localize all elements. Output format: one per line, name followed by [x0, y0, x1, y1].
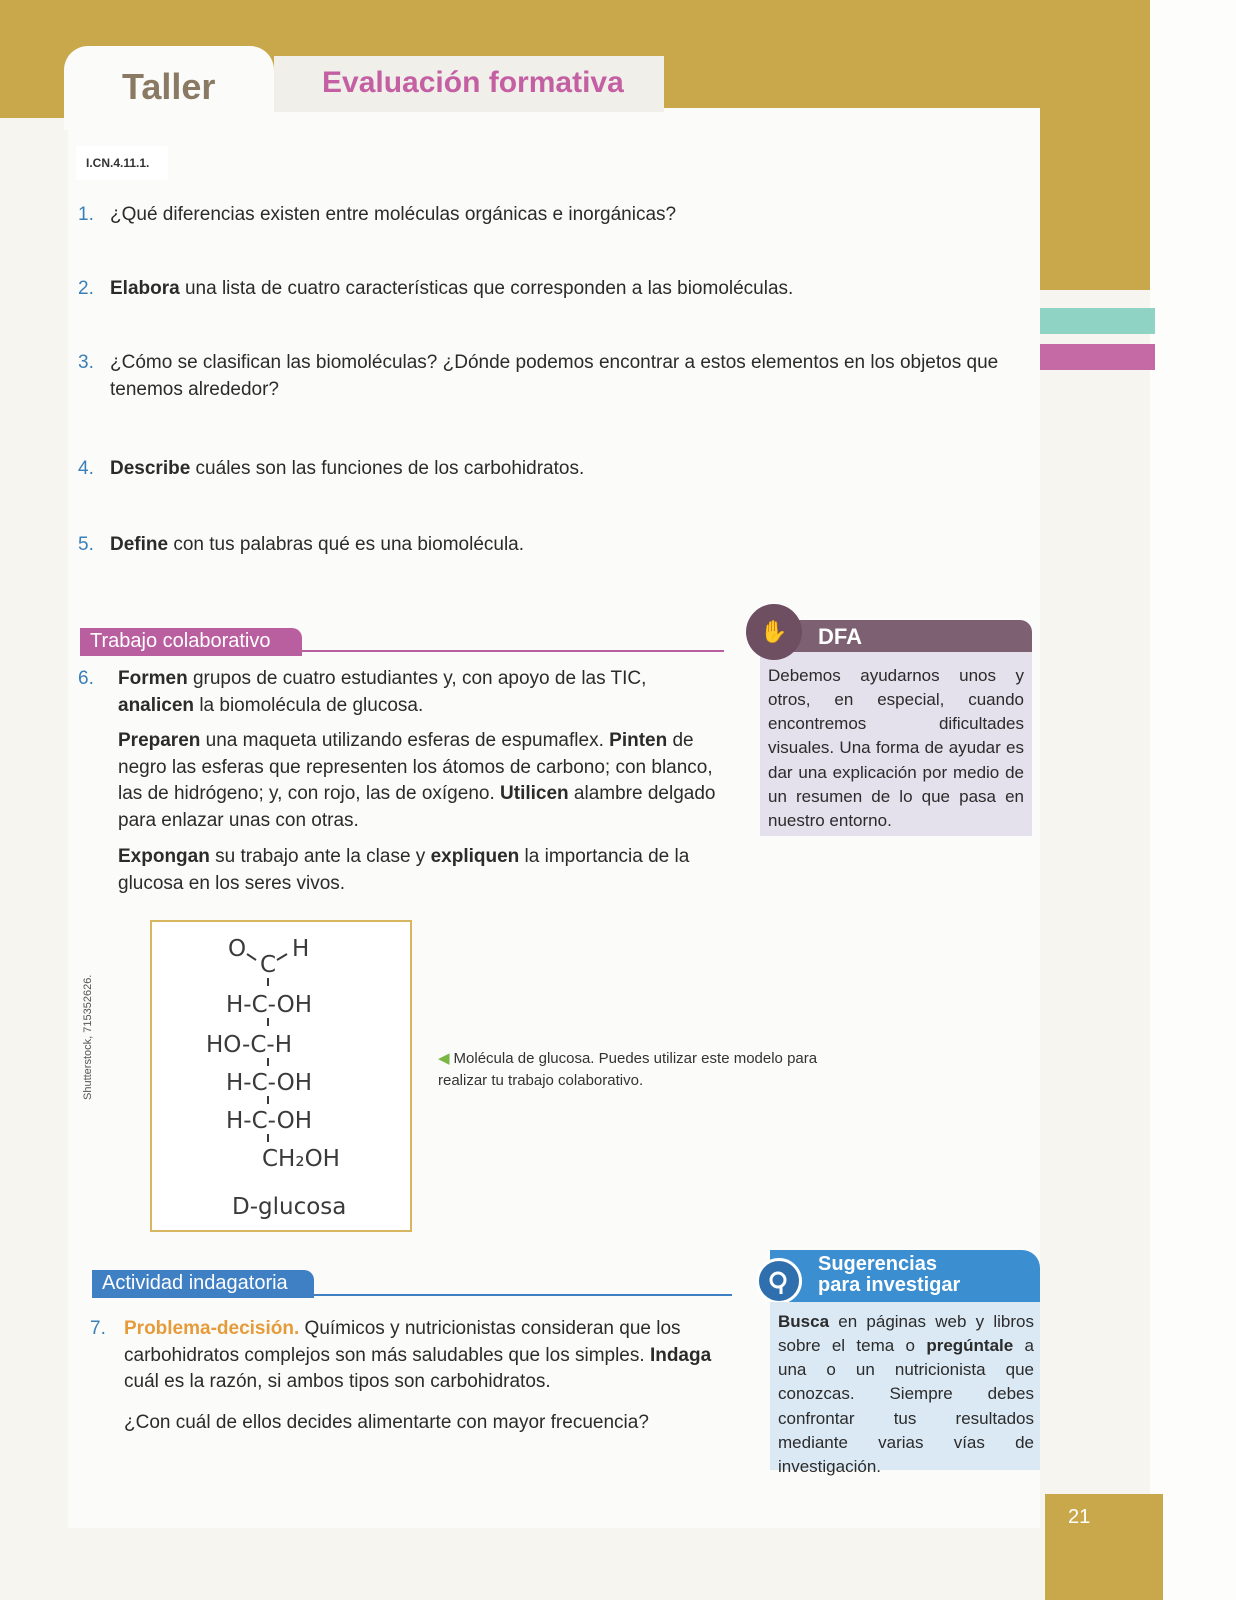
figure-caption — [438, 1048, 818, 1092]
problem-label: Problema-decisión. — [124, 1318, 300, 1339]
page-number-box — [1045, 1494, 1163, 1600]
indag-paragraph-2: ¿Con cuál de ellos decides alimentarte con mayor frecuencia? — [124, 1412, 649, 1433]
verb: Busca — [778, 1312, 830, 1331]
glucose-row-4: H-C-OH — [226, 1108, 312, 1134]
question-3 — [78, 350, 1018, 403]
caption-text: Molécula de glucosa. Puedes utilizar este modelo para realizar tu trabajo colaborativo. — [438, 1050, 818, 1089]
collab-paragraph-2 — [118, 728, 728, 834]
verb: pregúntale — [926, 1336, 1014, 1356]
question-number: 6. — [78, 668, 94, 689]
question-verb: Describe — [110, 458, 191, 479]
indag-section-label: Actividad indagatoria — [92, 1270, 314, 1298]
suggestions-title-line1: Sugerencias — [818, 1253, 937, 1275]
pink-tab-strip — [1040, 344, 1155, 370]
atom-h: H — [292, 936, 310, 962]
question-verb: Elabora — [110, 278, 180, 299]
question-verb: Define — [110, 534, 169, 555]
verb: Expongan — [118, 846, 210, 867]
question-number: 3. — [78, 352, 94, 373]
dfa-title: DFA — [818, 624, 862, 649]
verb: Formen — [118, 668, 188, 689]
collab-paragraph-3 — [118, 844, 728, 897]
question-text: con tus palabras qué es una biomolécula. — [168, 534, 525, 555]
page-title: Evaluación formativa — [322, 66, 624, 99]
question-number: 2. — [78, 278, 94, 299]
glucose-row-2: HO-C-H — [206, 1032, 292, 1058]
question-text: una lista de cuatro características que corresponden a las biomoléculas. — [179, 278, 794, 299]
text: alambre delgado para enlazar unas con otras. — [118, 783, 716, 831]
glucose-row-1: H-C-OH — [226, 992, 312, 1018]
text: en páginas web y libros sobre el tema o — [778, 1312, 1034, 1356]
question-number: 1. — [78, 204, 94, 225]
atom-o: O — [228, 936, 247, 962]
text: la biomolécula de glucosa. — [194, 694, 424, 716]
text: la importancia de la glucosa en los seres vivos. — [118, 846, 690, 894]
teal-tab-strip — [1040, 308, 1155, 334]
text: su trabajo ante la clase y — [209, 846, 431, 867]
suggestions-title — [818, 1254, 1018, 1296]
text: Químicos y nutricionistas consideran que los carbohidratos complejos son más saludables que los simples. — [124, 1318, 681, 1366]
question-2 — [78, 276, 793, 303]
magnifier-icon — [756, 1258, 802, 1304]
atom-c: C — [260, 952, 277, 978]
suggestions-title-line2: para investigar — [818, 1274, 961, 1296]
indag-paragraph-1 — [124, 1316, 734, 1396]
question-6-number — [78, 666, 110, 693]
question-number: 5. — [78, 534, 94, 555]
hands-icon: ✋ — [746, 604, 802, 660]
question-text: ¿Qué diferencias existen entre moléculas orgánicas e inorgánicas? — [110, 204, 677, 225]
collab-section-label: Trabajo colaborativo — [80, 628, 302, 656]
text: cuál es la razón, si ambos tipos son carbohidratos. — [124, 1371, 551, 1393]
glucose-structure — [152, 922, 410, 1230]
text: una maqueta utilizando esferas de espumaflex. — [200, 730, 610, 751]
question-text-continued: tenemos alrededor? — [110, 378, 279, 400]
caption-arrow-icon: ◀ — [438, 1050, 450, 1067]
taller-label: Taller — [122, 66, 216, 107]
verb: Utilicen — [500, 783, 569, 805]
text: grupos de cuatro estudiantes y, con apoyo de las TIC, — [187, 668, 647, 689]
dfa-text: Debemos ayudarnos unos y otros, en especial, cuando encontremos dificultades visuales. Una forma de ayudar es dar una explicación por medio de un resumen de lo que pasa en nuestro entorno. — [768, 666, 1024, 830]
question-1 — [78, 202, 676, 229]
right-gold-band — [1040, 0, 1150, 290]
suggestions-text — [778, 1310, 1034, 1479]
question-7-number — [90, 1316, 122, 1343]
indag-section-line — [312, 1294, 732, 1296]
page-number: 21 — [1068, 1506, 1091, 1528]
verb: Pinten — [609, 730, 668, 751]
text: a una o un nutricionista que conozcas. Siempre debes confrontar tus resultados mediante varias vías de investigación. — [778, 1336, 1034, 1476]
verb: Preparen — [118, 730, 201, 751]
glucose-figure — [150, 920, 412, 1232]
glucose-bottom: CH₂OH — [262, 1146, 340, 1172]
question-4 — [78, 456, 584, 483]
text: de negro las esferas que representen los átomos de carbono; con blanco, las de hidrógeno; y, con rojo, las de oxígeno. — [118, 730, 713, 805]
verb: analicen — [118, 694, 195, 716]
image-credit: Shutterstock, 715352626. — [82, 974, 94, 1100]
collab-section-line — [300, 650, 724, 652]
question-text: ¿Cómo se clasifican las biomoléculas? ¿Dónde podemos encontrar a estos elementos en los objetos que — [110, 352, 999, 373]
glucose-row-3: H-C-OH — [226, 1070, 312, 1096]
question-number: 7. — [90, 1318, 106, 1339]
question-number: 4. — [78, 458, 94, 479]
indicator-code: I.CN.4.11.1. — [76, 146, 168, 180]
page-edge — [1150, 0, 1236, 1600]
question-text: cuáles son las funciones de los carbohidratos. — [190, 458, 585, 479]
glucose-name: D-glucosa — [232, 1194, 347, 1220]
question-5 — [78, 532, 524, 559]
collab-paragraph-1 — [118, 666, 728, 719]
verb: Indaga — [649, 1344, 712, 1366]
verb: expliquen — [430, 846, 520, 867]
